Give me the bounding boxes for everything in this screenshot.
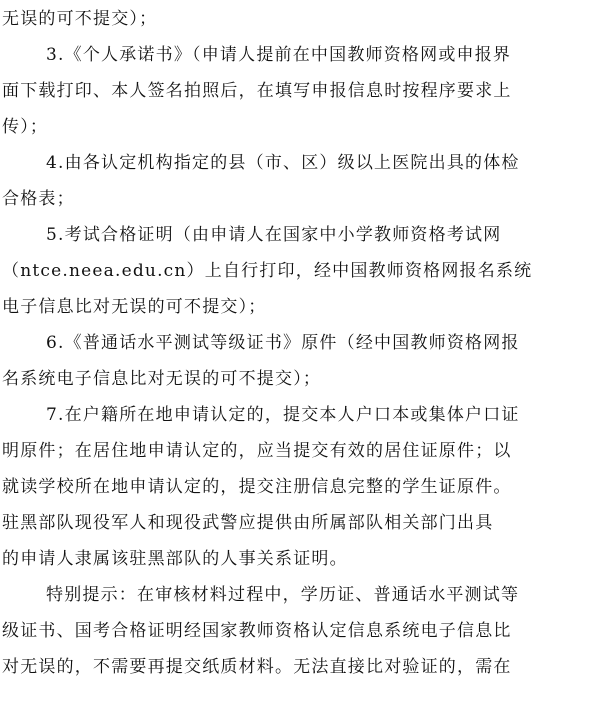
text-line: 4.由各认定机构指定的县（市、区）级以上医院出具的体检 (46, 153, 520, 173)
text-line: 对无误的，不需要再提交纸质材料。无法直接比对验证的，需在 (2, 657, 512, 677)
text-line: 的申请人隶属该驻黑部队的人事关系证明。 (2, 549, 348, 569)
text-line: 6.《普通话水平测试等级证书》原件（经中国教师资格网报 (46, 333, 520, 353)
text-line: 合格表； (2, 189, 75, 209)
text-line: 明原件；在居住地申请认定的，应当提交有效的居住证原件；以 (2, 441, 512, 461)
text-line: 5.考试合格证明（由申请人在国家中小学教师资格考试网 (46, 225, 502, 245)
text-line: 驻黑部队现役军人和现役武警应提供由所属部队相关部门出具 (2, 513, 494, 533)
text-line: 就读学校所在地申请认定的，提交注册信息完整的学生证原件。 (2, 477, 512, 497)
text-line: 3.《个人承诺书》（申请人提前在中国教师资格网或申报界 (46, 45, 512, 65)
text-line: 7.在户籍所在地申请认定的，提交本人户口本或集体户口证 (46, 405, 520, 425)
text-line: 无误的可不提交）； (2, 9, 158, 29)
text-line: 特别提示：在审核材料过程中，学历证、普通话水平测试等 (46, 585, 520, 605)
text-line: 面下载打印、本人签名拍照后，在填写申报信息时按程序要求上 (2, 81, 512, 101)
text-line: 传）； (2, 117, 49, 137)
text-line: （ntce.neea.edu.cn）上自行打印，经中国教师资格网报名系统 (2, 261, 533, 281)
text-line: 名系统电子信息比对无误的可不提交）； (2, 369, 322, 389)
text-line: 级证书、国考合格证明经国家教师资格认定信息系统电子信息比 (2, 621, 512, 641)
text-line: 电子信息比对无误的可不提交）； (2, 297, 267, 317)
